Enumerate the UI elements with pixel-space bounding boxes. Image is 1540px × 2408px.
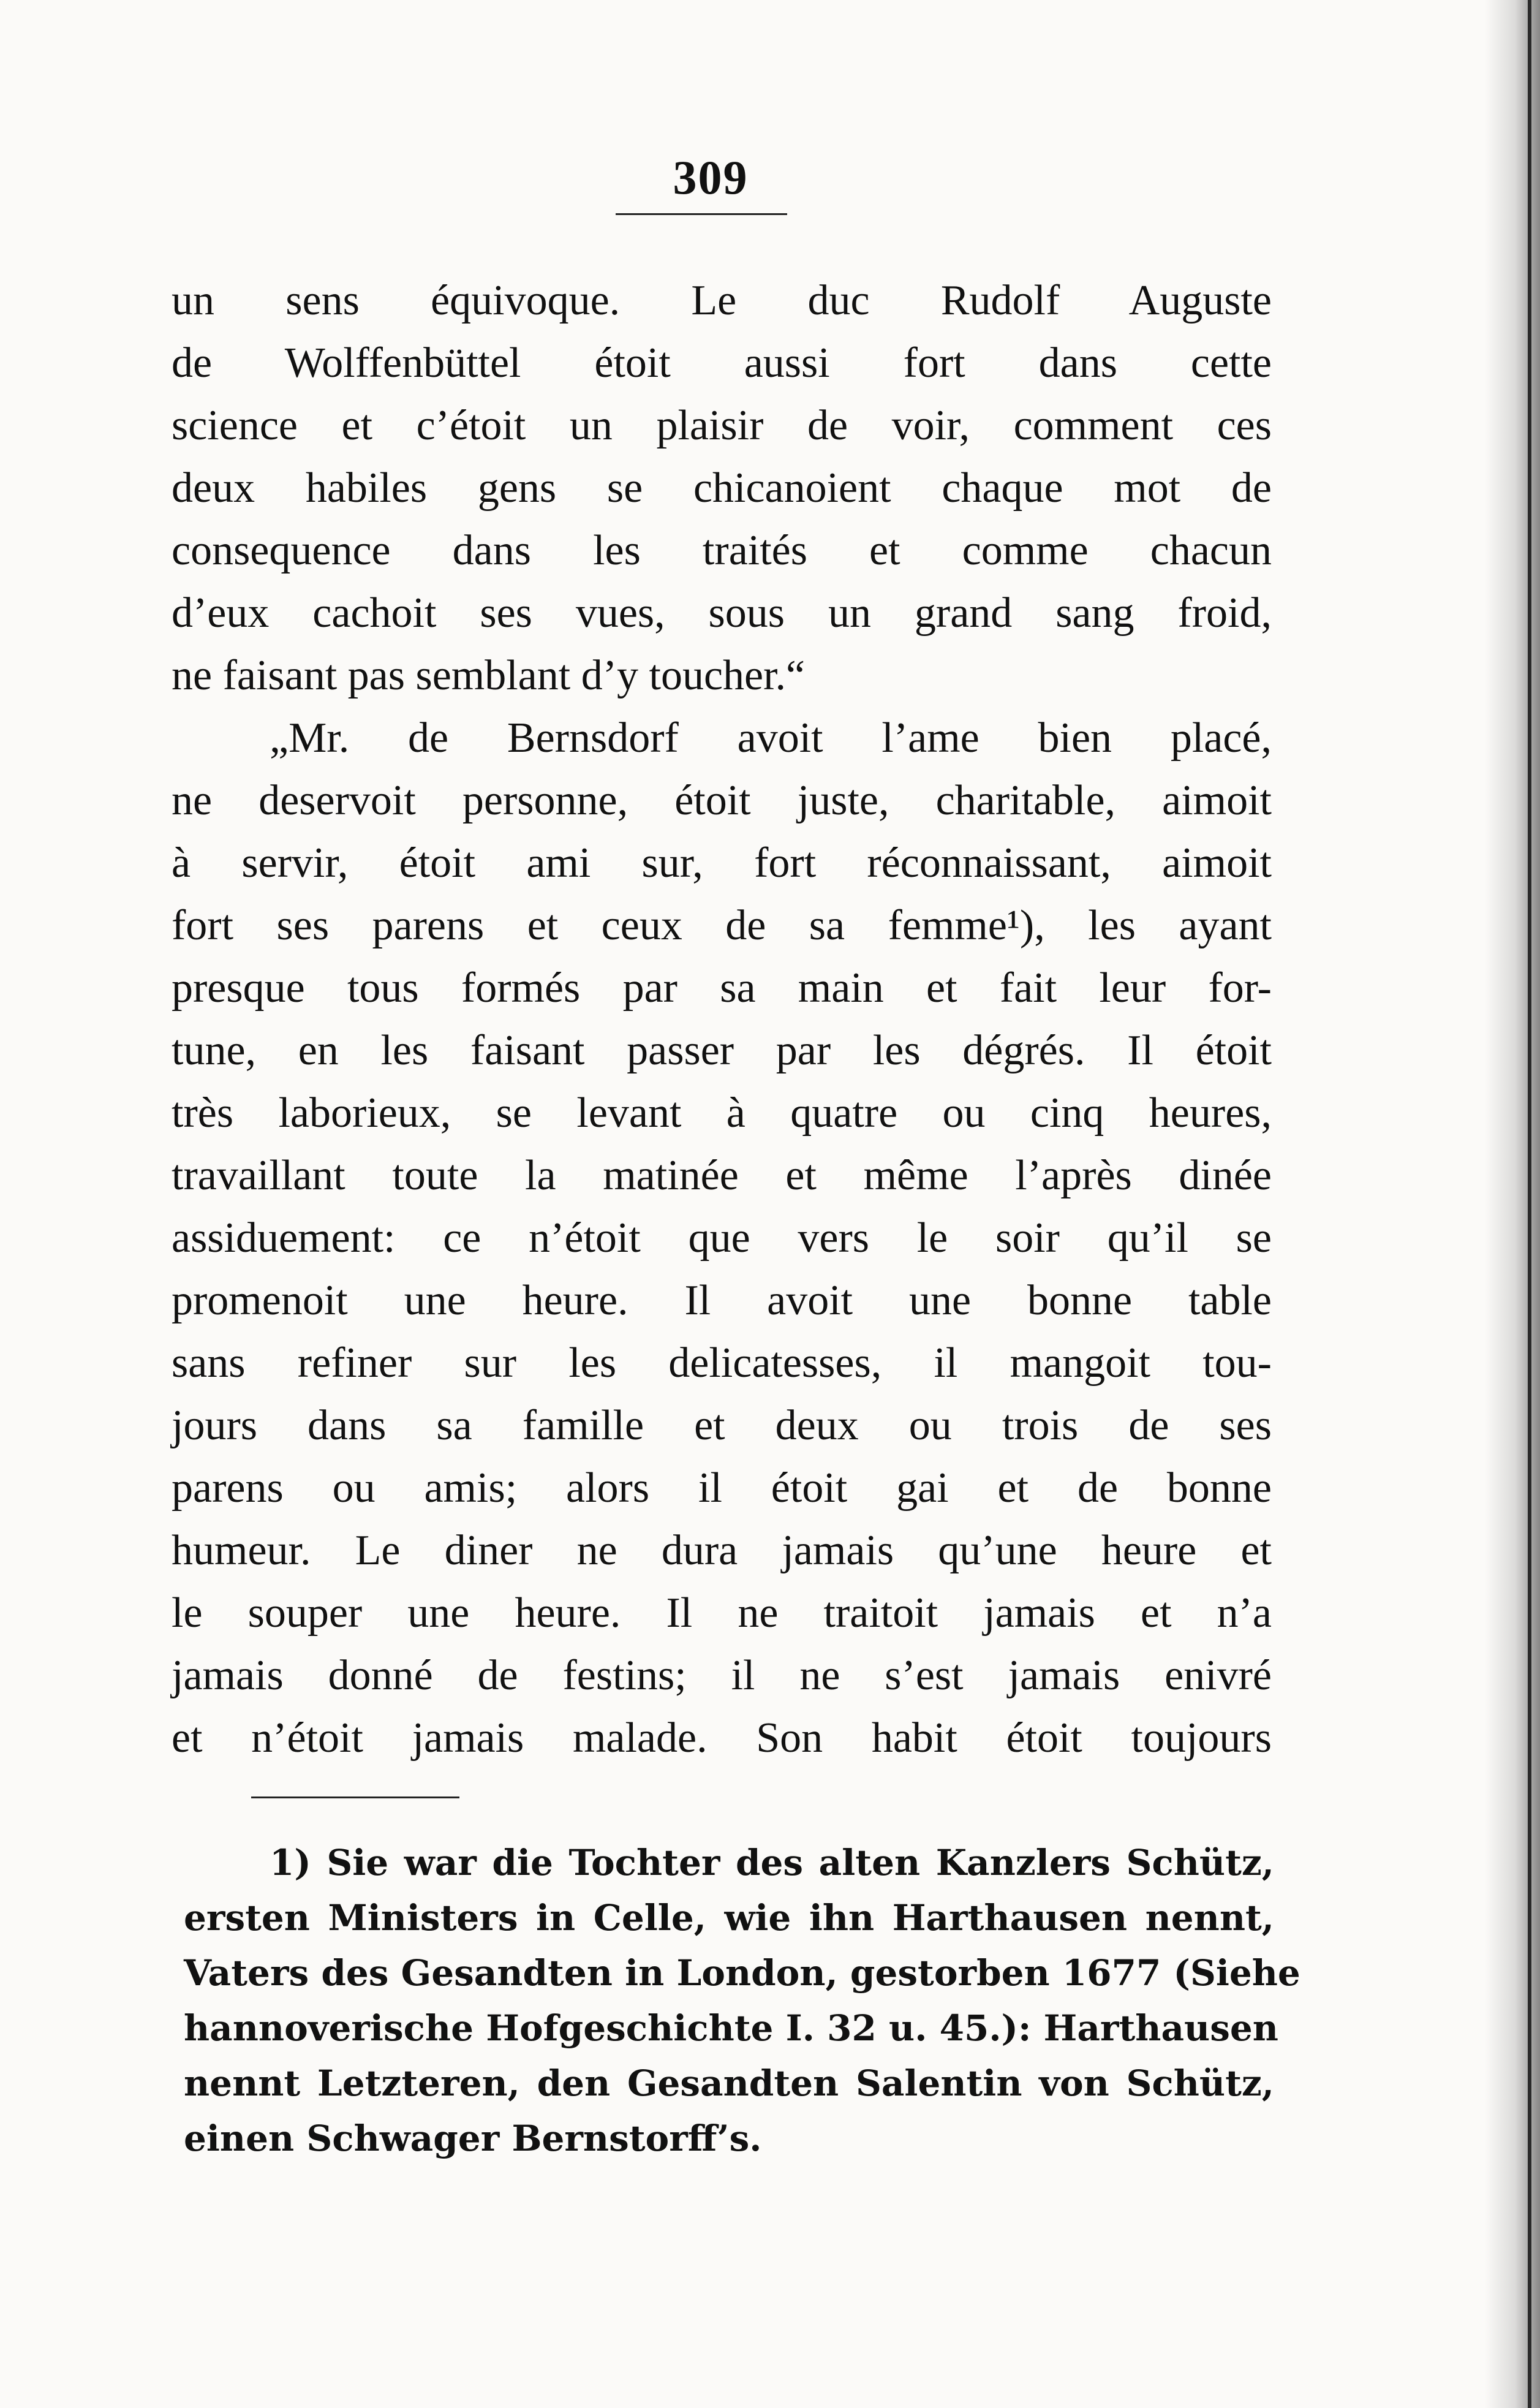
- page-number: 309: [673, 151, 749, 204]
- text-line: et n’étoit jamais malade. Son habit étoit toujours: [172, 1714, 1272, 1762]
- text-line: promenoit une heure. Il avoit une bonne table: [172, 1277, 1272, 1324]
- text-line: jamais donné de festins; il ne s’est jamais enivré: [172, 1652, 1272, 1699]
- binding-edge: [1528, 0, 1531, 2408]
- footnote-line: 1) Sie war die Tochter des alten Kanzlers Schütz,: [270, 1842, 1274, 1884]
- text-line: science et c’étoit un plaisir de voir, comment ces: [172, 402, 1272, 449]
- text-line: très laborieux, se levant à quatre ou cinq heures,: [172, 1089, 1272, 1137]
- footnote-line: einen Schwager Bernstorff’s.: [184, 2118, 762, 2159]
- text-line: un sens équivoque. Le duc Rudolf Auguste: [172, 277, 1272, 324]
- text-line: consequence dans les traités et comme chacun: [172, 527, 1272, 574]
- footnote-line: nennt Letzteren, den Gesandten Salentin von Schütz,: [184, 2062, 1274, 2104]
- text-line: sans refiner sur les delicatesses, il mangoit tou-: [172, 1339, 1272, 1387]
- text-line: deux habiles gens se chicanoient chaque mot de: [172, 464, 1272, 512]
- footnote-line: hannoverische Hofgeschichte I. 32 u. 45.): Harthausen: [184, 2007, 1278, 2049]
- binding-shadow: [1485, 0, 1540, 2408]
- text-line: le souper une heure. Il ne traitoit jamais et n’a: [172, 1589, 1272, 1637]
- text-line: de Wolffenbüttel étoit aussi fort dans cette: [172, 339, 1272, 387]
- text-line-paragraph-start: „Mr. de Bernsdorf avoit l’ame bien placé,: [270, 714, 1272, 762]
- text-line: tune, en les faisant passer par les dégrés. Il étoit: [172, 1027, 1272, 1074]
- text-line: humeur. Le diner ne dura jamais qu’une heure et: [172, 1527, 1272, 1574]
- text-line: parens ou amis; alors il étoit gai et de bonne: [172, 1464, 1272, 1512]
- footnote-line: ersten Ministers in Celle, wie ihn Harthausen nennt,: [184, 1897, 1274, 1939]
- text-line: presque tous formés par sa main et fait leur for-: [172, 964, 1272, 1012]
- text-line: à servir, étoit ami sur, fort réconnaissant, aimoit: [172, 839, 1272, 887]
- text-line: ne faisant pas semblant d’y toucher.“: [172, 652, 806, 699]
- text-line: jours dans sa famille et deux ou trois de ses: [172, 1402, 1272, 1449]
- text-line: d’eux cachoit ses vues, sous un grand sang froid,: [172, 589, 1272, 637]
- text-line: fort ses parens et ceux de sa femme¹), les ayant: [172, 902, 1272, 949]
- text-line: ne deservoit personne, étoit juste, charitable, aimoit: [172, 777, 1272, 824]
- main-text-block: [172, 270, 1272, 1770]
- text-line: assiduement: ce n’étoit que vers le soir qu’il se: [172, 1214, 1272, 1262]
- footnote-rule: [251, 1797, 459, 1798]
- text-line: travaillant toute la matinée et même l’après dinée: [172, 1152, 1272, 1199]
- page-number-rule: [616, 213, 787, 215]
- footnote-line: Vaters des Gesandten in London, gestorben 1677 (Siehe: [184, 1952, 1300, 1994]
- footnote-block: [184, 1835, 1300, 2166]
